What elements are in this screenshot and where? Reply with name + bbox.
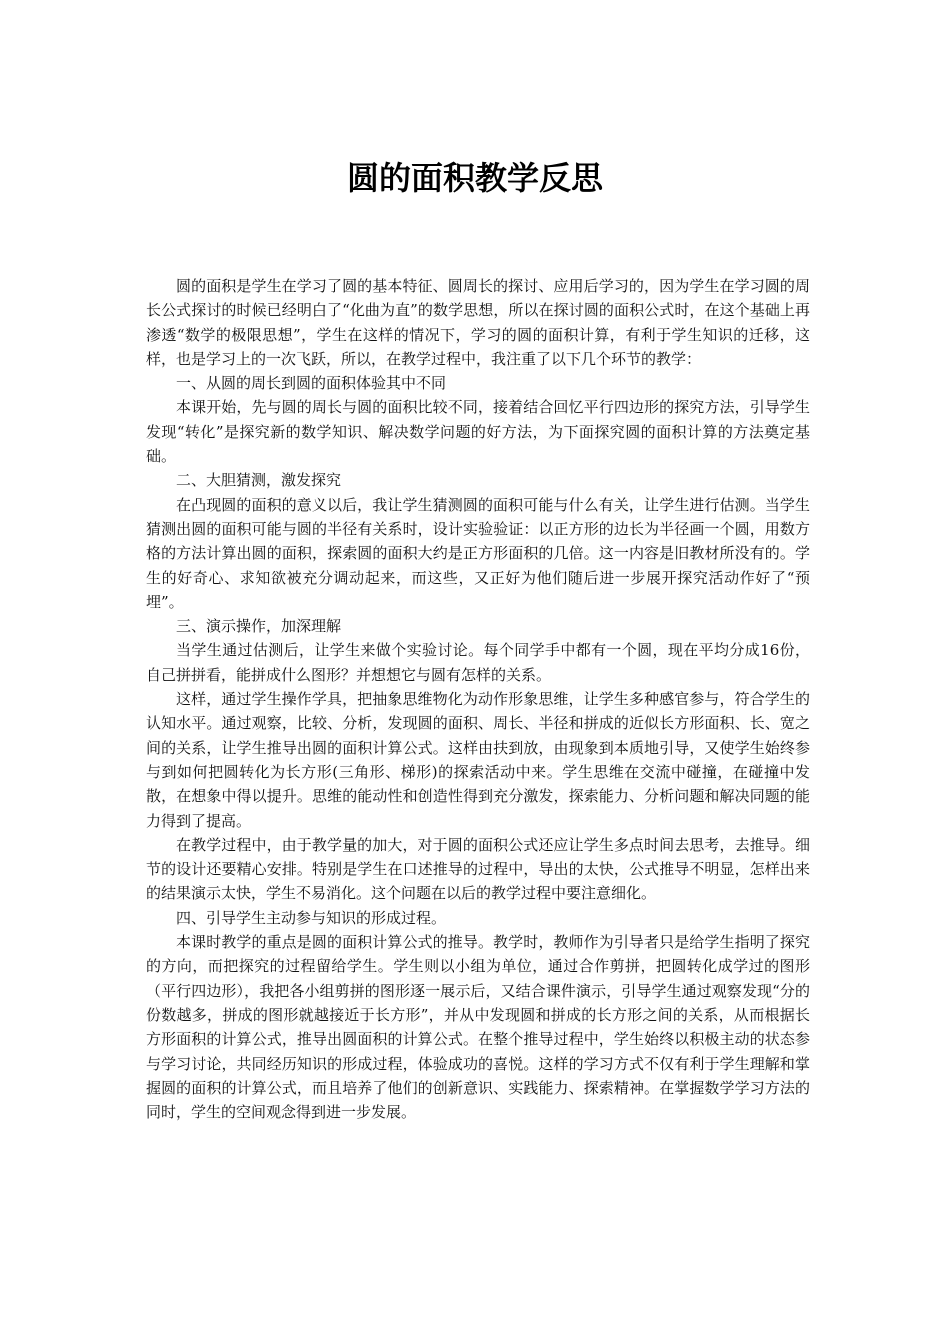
section-heading-3: 三、演示操作，加深理解 (176, 617, 342, 636)
document-title: 圆的面积教学反思 (346, 159, 603, 197)
document-body (146, 274, 810, 1124)
paragraph-1: 本课开始，先与圆的周长与圆的面积比较不同，接着结合回忆平行四边形的探究方法，引导学生发现“转化”是探究新的数学知识、解决数学问题的好方法，为下面探究圆的面积计算的方法奠定基础。 (146, 398, 810, 466)
paragraph-2: 在凸现圆的面积的意义以后，我让学生猜测圆的面积可能与什么有关，让学生进行估测。当学生猜测出圆的面积可能与圆的半径有关系时，设计实验验证：以正方形的边长为半径画一个圆，用数方格的方法计算出圆的面积，探索圆的面积大约是正方形面积的几倍。这一内容是旧教材所没有的。学生的好奇心、求知欲被充分调动起来，而这些，又正好为他们随后进一步展开探究活动作好了“预埋”。 (146, 495, 810, 611)
section-heading-2: 二、大胆猜测，激发探究 (176, 471, 342, 490)
paragraph-3b: 这样，通过学生操作学具，把抽象思维物化为动作形象思维，让学生多种感官参与，符合学生的认知水平。通过观察，比较、分析，发现圆的面积、周长、半径和拼成的近似长方形面积、长、宽之间的关系，让学生推导出圆的面积计算公式。这样由扶到放，由现象到本质地引导，又使学生始终参与到如何把圆转化为长方形(三角形、梯形)的探索活动中来。学生思维在交流中碰撞，在碰撞中发散，在想象中得以提升。思维的能动性和创造性得到充分激发，探索能力、分析问题和解决同题的能力得到了提高。 (146, 690, 810, 830)
paragraph-3c: 在教学过程中，由于教学量的加大，对于圆的面积公式还应让学生多点时间去思考，去推导。细节的设计还要精心安排。特别是学生在口述推导的过程中，导出的太快，公式推导不明显，怎样出来的结果演示太快，学生不易消化。这个问题在以后的教学过程中要注意细化。 (146, 835, 810, 903)
paragraph-3a: 当学生通过估测后，让学生来做个实验讨论。每个同学手中都有一个圆，现在平均分成16份，自己拼拼看，能拼成什么图形？并想想它与圆有怎样的关系。 (146, 641, 810, 684)
section-heading-1: 一、从圆的周长到圆的面积体验其中不同 (176, 374, 447, 393)
paragraph-intro: 圆的面积是学生在学习了圆的基本特征、圆周长的探讨、应用后学习的，因为学生在学习圆的周长公式探讨的时候已经明白了“化曲为直”的数学思想，所以在探讨圆的面积公式时，在这个基础上再渗透“数学的极限思想”，学生在这样的情况下，学习的圆的面积计算，有利于学生知识的迁移，这样，也是学习上的一次飞跃，所以，在教学过程中，我注重了以下几个环节的教学： (146, 277, 810, 368)
section-heading-4: 四、引导学生主动参与知识的形成过程。 (176, 908, 447, 927)
paragraph-4: 本课时教学的重点是圆的面积计算公式的推导。教学时，教师作为引导者只是给学生指明了探究的方向，而把探究的过程留给学生。学生则以小组为单位，通过合作剪拼，把圆转化成学过的图形（平行四边形），我把各小组剪拼的图形逐一展示后，又结合课件演示，引导学生通过观察发现“分的份数越多，拼成的图形就越接近于长方形”，并从中发现圆和拼成的长方形之间的关系，从而根据长方形面积的计算公式，推导出圆面积的计算公式。在整个推导过程中，学生始终以积极主动的状态参与学习讨论，共同经历知识的形成过程，体验成功的喜悦。这样的学习方式不仅有利于学生理解和掌握圆的面积的计算公式，而且培养了他们的创新意识、实践能力、探索精神。在掌握数学学习方法的同时，学生的空间观念得到进一步发展。 (146, 933, 810, 1122)
